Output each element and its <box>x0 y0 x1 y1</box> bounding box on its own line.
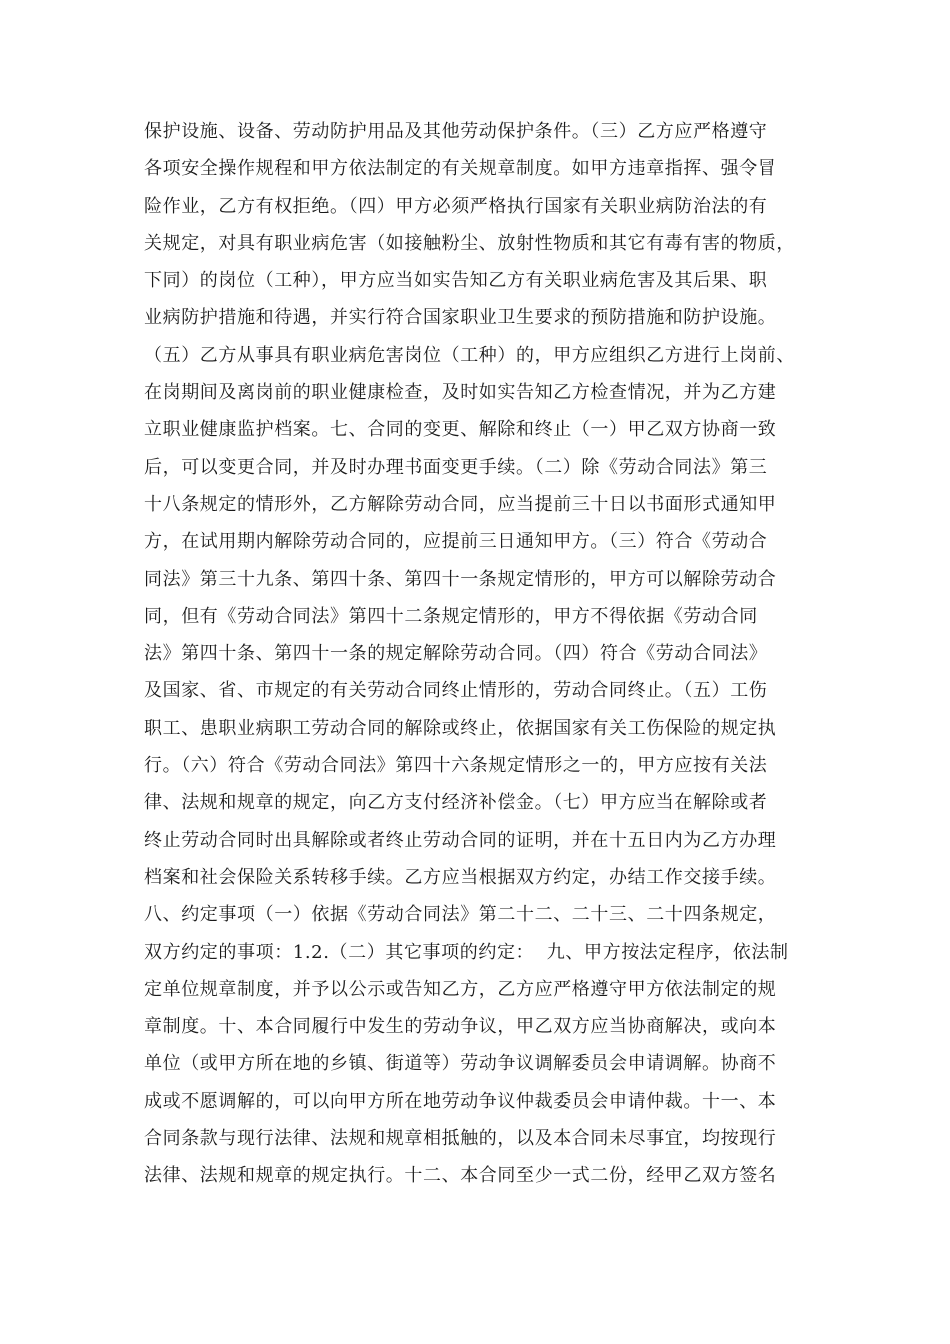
text-line: 及国家、省、市规定的有关劳动合同终止情形的，劳动合同终止。（五）工伤 <box>144 680 768 702</box>
text-line: 各项安全操作规程和甲方依法制定的有关规章制度。如甲方违章指挥、强令冒 <box>144 158 777 180</box>
text-line: 八、约定事项（一）依据《劳动合同法》第二十二、二十三、二十四条规定， <box>144 904 777 926</box>
text-line: 法律、法规和规章的规定执行。十二、本合同至少一式二份，经甲乙双方签名 <box>144 1165 777 1187</box>
text-line: 律、法规和规章的规定，向乙方支付经济补偿金。（七）甲方应当在解除或者 <box>144 792 768 814</box>
text-line: 单位（或甲方所在地的乡镇、街道等）劳动争议调解委员会申请调解。协商不 <box>144 1053 777 1075</box>
text-line: 十八条规定的情形外，乙方解除劳动合同，应当提前三十日以书面形式通知甲 <box>144 493 777 515</box>
text-line: 同，但有《劳动合同法》第四十二条规定情形的，甲方不得依据《劳动合同 <box>144 605 758 627</box>
text-line: 关规定，对具有职业病危害（如接触粉尘、放射性物质和其它有毒有害的物质， <box>144 232 795 254</box>
text-line: 终止劳动合同时出具解除或者终止劳动合同的证明，并在十五日内为乙方办理 <box>144 829 777 851</box>
text-line: 成或不愿调解的，可以向甲方所在地劳动争议仲裁委员会申请仲裁。十一、本 <box>144 1090 777 1112</box>
text-line: 合同条款与现行法律、法规和规章相抵触的，以及本合同未尽事宜，均按现行 <box>144 1128 777 1150</box>
contract-body-text <box>144 122 824 1204</box>
text-line: 行。（六）符合《劳动合同法》第四十六条规定情形之一的，甲方应按有关法 <box>144 755 768 777</box>
text-line: 在岗期间及离岗前的职业健康检查，及时如实告知乙方检查情况，并为乙方建 <box>144 382 777 404</box>
text-line: 后，可以变更合同，并及时办理书面变更手续。（二）除《劳动合同法》第三 <box>144 456 768 478</box>
text-line: 法》第四十条、第四十一条的规定解除劳动合同。（四）符合《劳动合同法》 <box>144 643 768 665</box>
text-line: 章制度。十、本合同履行中发生的劳动争议，甲乙双方应当协商解决，或向本 <box>144 1016 777 1038</box>
text-line: 定单位规章制度，并予以公示或告知乙方，乙方应严格遵守甲方依法制定的规 <box>144 978 777 1000</box>
text-line: 双方约定的事项：1.2.（二）其它事项的约定： 九、甲方按法定程序，依法制 <box>144 941 789 963</box>
text-line: 同法》第三十九条、第四十条、第四十一条规定情形的，甲方可以解除劳动合 <box>144 568 777 590</box>
text-line: 下同）的岗位（工种），甲方应当如实告知乙方有关职业病危害及其后果、职 <box>144 270 768 292</box>
text-line: 立职业健康监护档案。七、合同的变更、解除和终止（一）甲乙双方协商一致 <box>144 419 777 441</box>
text-line: 险作业，乙方有权拒绝。（四）甲方必须严格执行国家有关职业病防治法的有 <box>144 195 768 217</box>
text-line: （五）乙方从事具有职业病危害岗位（工种）的，甲方应组织乙方进行上岗前、 <box>144 344 795 366</box>
text-line: 职工、患职业病职工劳动合同的解除或终止，依据国家有关工伤保险的规定执 <box>144 717 777 739</box>
text-line: 业病防护措施和待遇，并实行符合国家职业卫生要求的预防措施和防护设施。 <box>144 307 777 329</box>
text-line: 保护设施、设备、劳动防护用品及其他劳动保护条件。（三）乙方应严格遵守 <box>144 121 768 142</box>
text-line: 档案和社会保险关系转移手续。乙方应当根据双方约定，办结工作交接手续。 <box>144 866 777 888</box>
text-line: 方，在试用期内解除劳动合同的，应提前三日通知甲方。（三）符合《劳动合 <box>144 531 768 553</box>
